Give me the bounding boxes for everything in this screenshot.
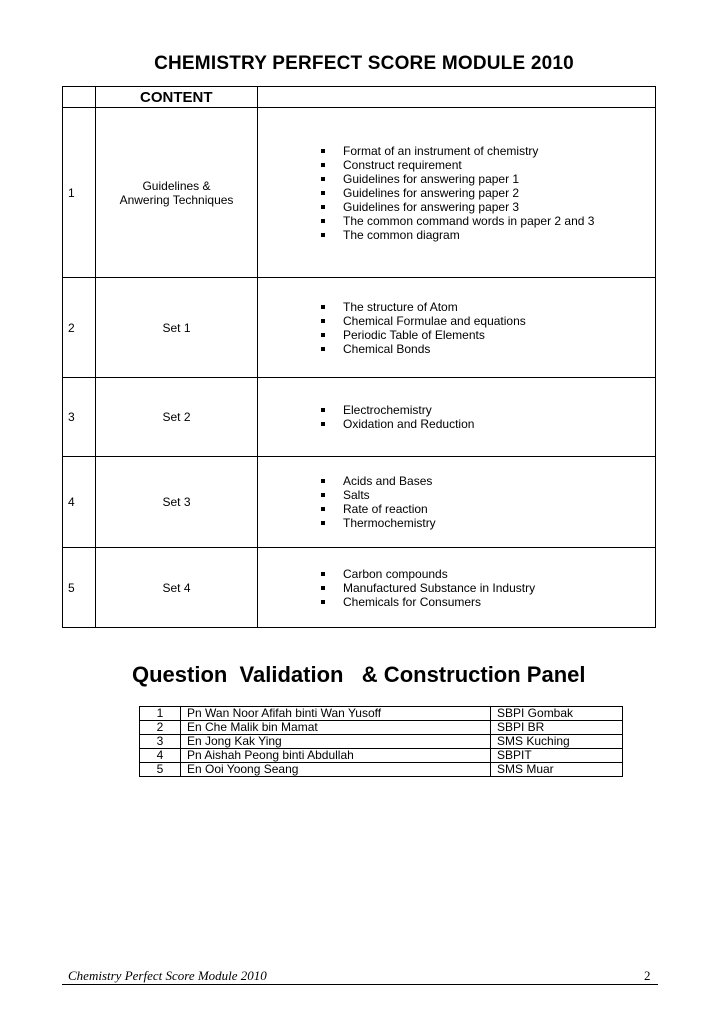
row-number: 5 <box>63 548 96 628</box>
panel-name: Pn Aishah Peong binti Abdullah <box>181 749 491 763</box>
row-label: Set 1 <box>96 278 258 378</box>
footer-text: Chemistry Perfect Score Module 2010 <box>68 968 267 983</box>
row-number: 1 <box>63 108 96 278</box>
panel-row <box>140 763 623 777</box>
topic-item: Format of an instrument of chemistry <box>321 144 655 158</box>
bullet-icon <box>321 586 325 590</box>
topic-item: The common command words in paper 2 and 3 <box>321 214 655 228</box>
topic-item: Thermochemistry <box>321 516 655 530</box>
row-topics <box>258 378 656 457</box>
topic-item: The common diagram <box>321 228 655 242</box>
panel-school: SBPIT <box>491 749 623 763</box>
topic-item: Construct requirement <box>321 158 655 172</box>
document-title: CHEMISTRY PERFECT SCORE MODULE 2010 <box>154 53 574 74</box>
bullet-icon <box>321 219 325 223</box>
row-number: 2 <box>63 278 96 378</box>
topic-item: Electrochemistry <box>321 403 655 417</box>
topic-item: Acids and Bases <box>321 474 655 488</box>
row-number: 3 <box>63 378 96 457</box>
panel-row <box>140 735 623 749</box>
panel-row <box>140 749 623 763</box>
bullet-icon <box>321 422 325 426</box>
panel-school: SMS Kuching <box>491 735 623 749</box>
row-label: Guidelines & Anwering Techniques <box>96 108 258 278</box>
row-number: 4 <box>63 457 96 548</box>
panel-number: 2 <box>140 721 181 735</box>
panel-number: 3 <box>140 735 181 749</box>
topic-list <box>258 567 655 609</box>
topic-item: The structure of Atom <box>321 300 655 314</box>
panel-number: 5 <box>140 763 181 777</box>
row-topics <box>258 278 656 378</box>
row-label: Set 2 <box>96 378 258 457</box>
row-topics <box>258 548 656 628</box>
row-topics <box>258 108 656 278</box>
content-row-2 <box>63 278 656 378</box>
bullet-icon <box>321 600 325 604</box>
topic-list <box>258 474 655 530</box>
bullet-icon <box>321 521 325 525</box>
bullet-icon <box>321 205 325 209</box>
content-header-row <box>63 87 656 108</box>
bullet-icon <box>321 572 325 576</box>
panel-name: En Che Malik bin Mamat <box>181 721 491 735</box>
bullet-icon <box>321 479 325 483</box>
topic-item: Manufactured Substance in Industry <box>321 581 655 595</box>
row-topics <box>258 457 656 548</box>
content-header: CONTENT <box>96 87 258 108</box>
bullet-icon <box>321 233 325 237</box>
panel-table <box>139 706 623 777</box>
page-number: 2 <box>644 968 651 983</box>
bullet-icon <box>321 408 325 412</box>
topic-item: Oxidation and Reduction <box>321 417 655 431</box>
bullet-icon <box>321 163 325 167</box>
bullet-icon <box>321 177 325 181</box>
topic-item: Rate of reaction <box>321 502 655 516</box>
topic-list <box>258 300 655 356</box>
bullet-icon <box>321 149 325 153</box>
content-row-4 <box>63 457 656 548</box>
bullet-icon <box>321 305 325 309</box>
panel-school: SBPI BR <box>491 721 623 735</box>
topic-item: Chemical Formulae and equations <box>321 314 655 328</box>
content-row-5 <box>63 548 656 628</box>
panel-school: SMS Muar <box>491 763 623 777</box>
row-label: Set 3 <box>96 457 258 548</box>
panel-number: 1 <box>140 707 181 721</box>
panel-name: Pn Wan Noor Afifah binti Wan Yusoff <box>181 707 491 721</box>
panel-row <box>140 721 623 735</box>
content-row-3 <box>63 378 656 457</box>
bullet-icon <box>321 507 325 511</box>
topic-item: Guidelines for answering paper 3 <box>321 200 655 214</box>
panel-row <box>140 707 623 721</box>
bullet-icon <box>321 347 325 351</box>
topic-item: Guidelines for answering paper 1 <box>321 172 655 186</box>
topic-item: Periodic Table of Elements <box>321 328 655 342</box>
bullet-icon <box>321 493 325 497</box>
bullet-icon <box>321 333 325 337</box>
content-table <box>62 86 656 628</box>
panel-name: En Jong Kak Ying <box>181 735 491 749</box>
panel-number: 4 <box>140 749 181 763</box>
bullet-icon <box>321 319 325 323</box>
panel-school: SBPI Gombak <box>491 707 623 721</box>
footer-divider <box>62 984 658 985</box>
bullet-icon <box>321 191 325 195</box>
topic-item: Chemicals for Consumers <box>321 595 655 609</box>
content-row-1 <box>63 108 656 278</box>
panel-name: En Ooi Yoong Seang <box>181 763 491 777</box>
topic-list <box>258 144 655 242</box>
panel-title: Question Validation & Construction Panel <box>132 662 586 687</box>
topic-item: Salts <box>321 488 655 502</box>
topic-item: Chemical Bonds <box>321 342 655 356</box>
topic-list <box>258 403 655 431</box>
row-label: Set 4 <box>96 548 258 628</box>
topic-item: Carbon compounds <box>321 567 655 581</box>
topic-item: Guidelines for answering paper 2 <box>321 186 655 200</box>
